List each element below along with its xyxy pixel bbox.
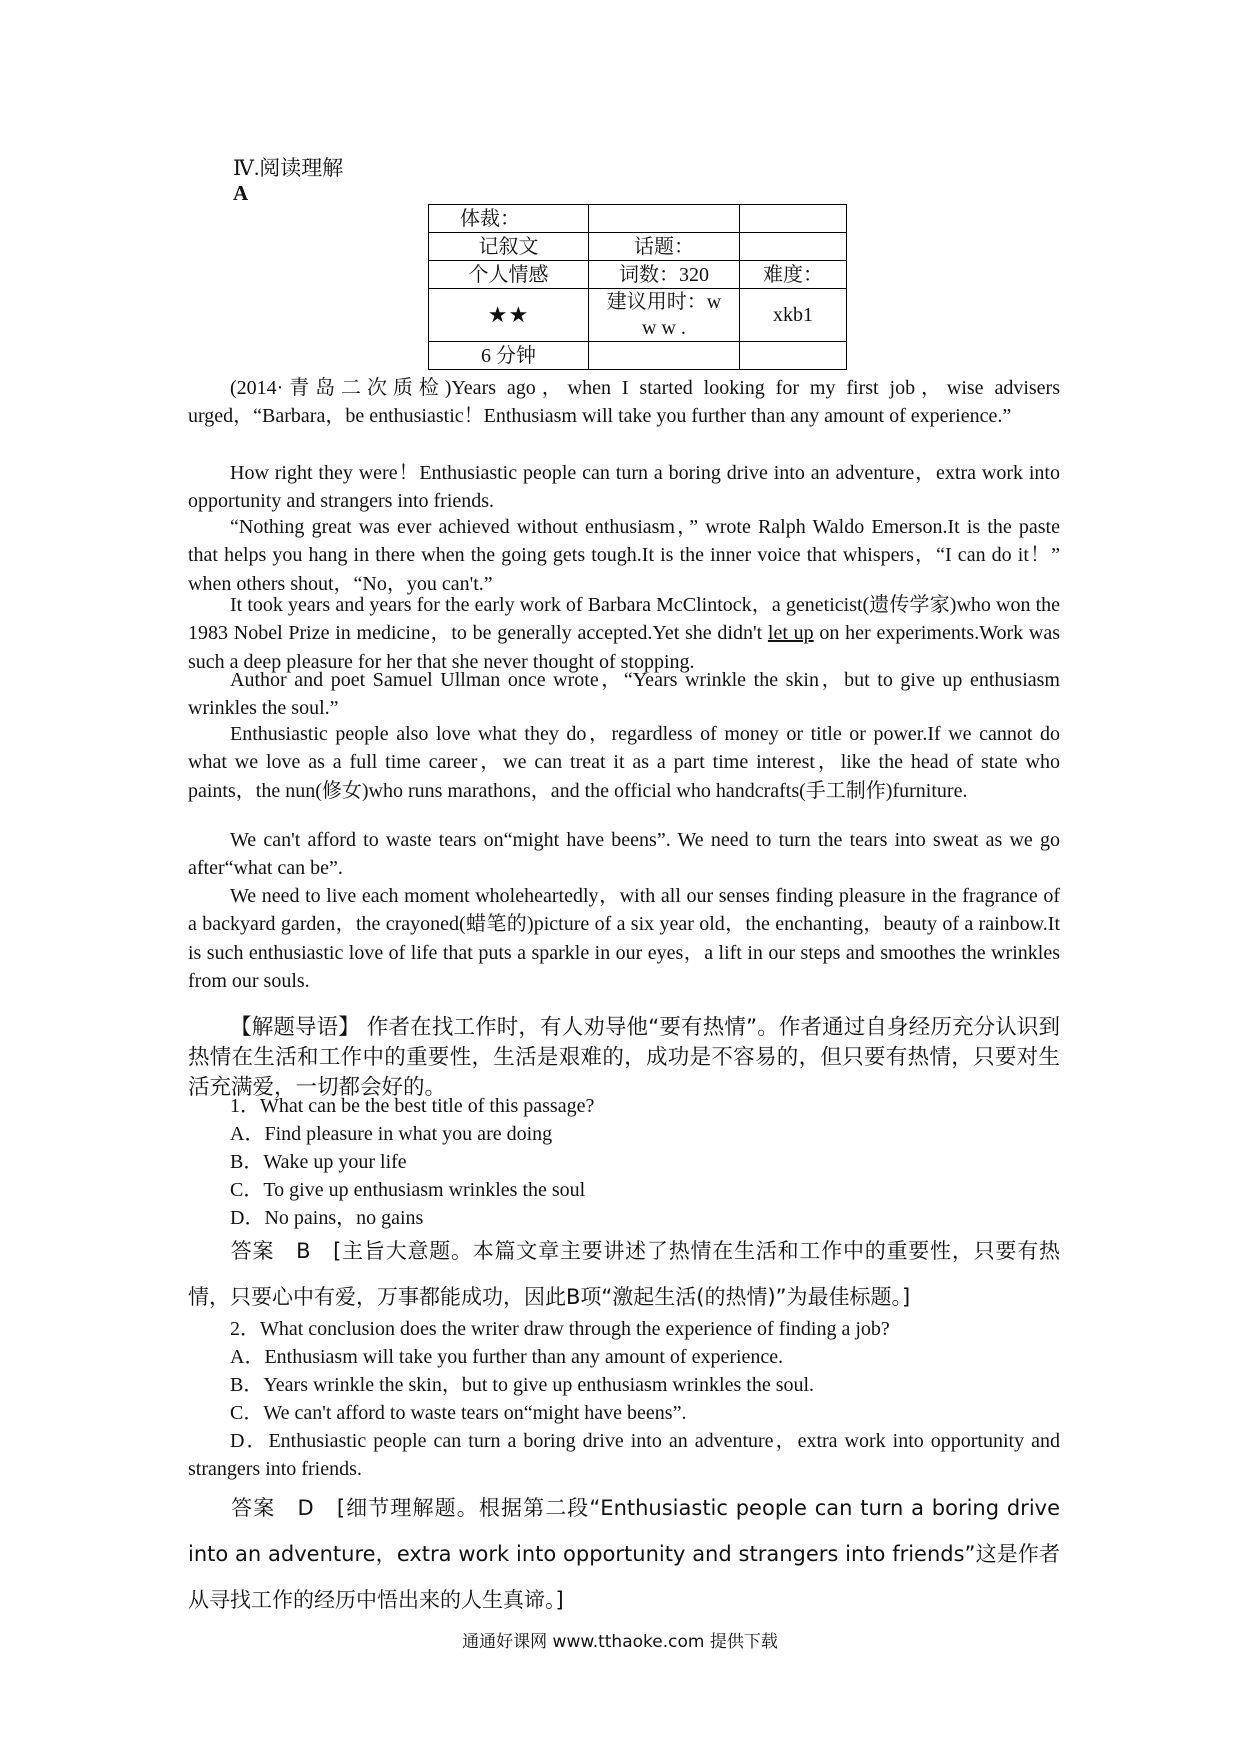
- info-cell-suggested-time: [589, 289, 740, 342]
- question-2-option-c: C．We can't afford to waste tears on“might have beens”.: [230, 1402, 687, 1424]
- info-cell-genre: 记叙文: [429, 233, 589, 261]
- passage-paragraph-6: Enthusiastic people also love what they do，regardless of money or title or power.If we cannot do what we love as a full time career，we can treat it as a part time interest，like the head of state who paints，the nun(修女)who runs marathons，and the official who handcrafts(手工制作)furniture.: [188, 723, 1060, 802]
- info-cell-empty: [589, 205, 740, 233]
- section-title: Ⅳ.阅读理解: [233, 156, 344, 180]
- info-cell-empty: [740, 342, 847, 370]
- passage-paragraph-3: “Nothing great was ever achieved without enthusiasm，” wrote Ralph Waldo Emerson.It is the paste that helps you hang in there when the going gets tough.It is the inner voice that whispers，“I can do it！” when others shout，“No，you can't.”: [188, 516, 1060, 595]
- question-2-option-a: A．Enthusiasm will take you further than any amount of experience.: [230, 1346, 784, 1368]
- passage-paragraph-4: It took years and years for the early work of Barbara McClintock，a geneticist(遗传学家)who won the 1983 Nobel Prize in medicine，to be generally accepted.Yet she didn't let up on her experiments.Work was such a deep pleasure for her that she never thought of stopping.: [188, 594, 1060, 673]
- info-cell-watermark: xkb1: [740, 289, 847, 342]
- info-cell-empty: [740, 233, 847, 261]
- suggested-time-line-2: w w .: [642, 317, 686, 339]
- suggested-time-line-1: 建议用时：w: [606, 291, 722, 313]
- info-cell-difficulty-label: 难度：: [740, 261, 847, 289]
- question-1-answer: 答案 B [主旨大意题。本篇文章主要讲述了热情在生活和工作中的重要性，只要有热情，只要心中有爱，万事都能成功，因此B项“激起生活(的热情)”为最佳标题。]: [188, 1239, 1060, 1309]
- info-cell-topic-label: 话题：: [589, 233, 740, 261]
- info-table: [428, 204, 847, 370]
- question-1-option-d: D．No pains，no gains: [230, 1207, 424, 1229]
- footer-download-note: 通通好课网 www.tthaoke.com 提供下载: [462, 1632, 778, 1652]
- question-2-option-b: B．Years wrinkle the skin，but to give up enthusiasm wrinkles the soul.: [230, 1374, 815, 1396]
- question-1-stem: 1．What can be the best title of this passage?: [230, 1095, 595, 1117]
- info-cell-genre-label: 体裁：: [429, 205, 589, 233]
- info-cell-empty: [740, 205, 847, 233]
- info-cell-difficulty-stars: ★★: [429, 289, 589, 342]
- underlined-phrase: let up: [767, 622, 814, 645]
- reading-guide: 【解题导语】 作者在找工作时，有人劝导他“要有热情”。作者通过自身经历充分认识到热情在生活和工作中的重要性，生活是艰难的，成功是不容易的，但只要有热情，只要对生活充满爱，一切都会好的。: [188, 1015, 1060, 1100]
- question-2-option-d: D．Enthusiastic people can turn a boring drive into an adventure，extra work into opportunity and strangers into friends.: [188, 1430, 1060, 1480]
- info-cell-time: 6 分钟: [429, 342, 589, 370]
- info-cell-word-count: 词数：320: [589, 261, 740, 289]
- passage-paragraph-5: Author and poet Samuel Ullman once wrote，“Years wrinkle the skin，but to give up enthusiasm wrinkles the soul.”: [188, 669, 1060, 720]
- passage-paragraph-1: (2014·青岛二次质检)Years ago，when I started looking for my first job，wise advisers urged，“Barbara，be enthusiastic！Enthusiasm will take you further than any amount of experience.”: [188, 377, 1060, 428]
- question-1-option-a: A．Find pleasure in what you are doing: [230, 1123, 553, 1145]
- part-label: A: [233, 181, 249, 205]
- question-2-stem: 2．What conclusion does the writer draw through the experience of finding a job?: [230, 1318, 890, 1340]
- passage-paragraph-8: We need to live each moment wholeheartedly，with all our senses finding pleasure in the fragrance of a backyard garden，the crayoned(蜡笔的)picture of a six year old，the enchanting，beauty of a rainbow.It is such enthusiastic love of life that puts a sparkle in our eyes，a lift in our steps and smoothes the wrinkles from our souls.: [188, 885, 1060, 993]
- passage-paragraph-2: How right they were！Enthusiastic people can turn a boring drive into an adventure，extra work into opportunity and strangers into friends.: [188, 462, 1060, 513]
- question-2-answer: 答案 D [细节理解题。根据第二段“Enthusiastic people can turn a boring drive into an adventure，extra work into opportunity and strangers into friends”这是作者从寻找工作的经历中悟出来的人生真谛。]: [188, 1496, 1060, 1612]
- question-1-option-b: B．Wake up your life: [230, 1151, 407, 1173]
- question-1-option-c: C．To give up enthusiasm wrinkles the soul: [230, 1179, 586, 1201]
- passage-paragraph-7: We can't afford to waste tears on“might have beens”. We need to turn the tears into sweat as we go after“what can be”.: [188, 829, 1060, 880]
- info-cell-empty: [589, 342, 740, 370]
- info-cell-topic: 个人情感: [429, 261, 589, 289]
